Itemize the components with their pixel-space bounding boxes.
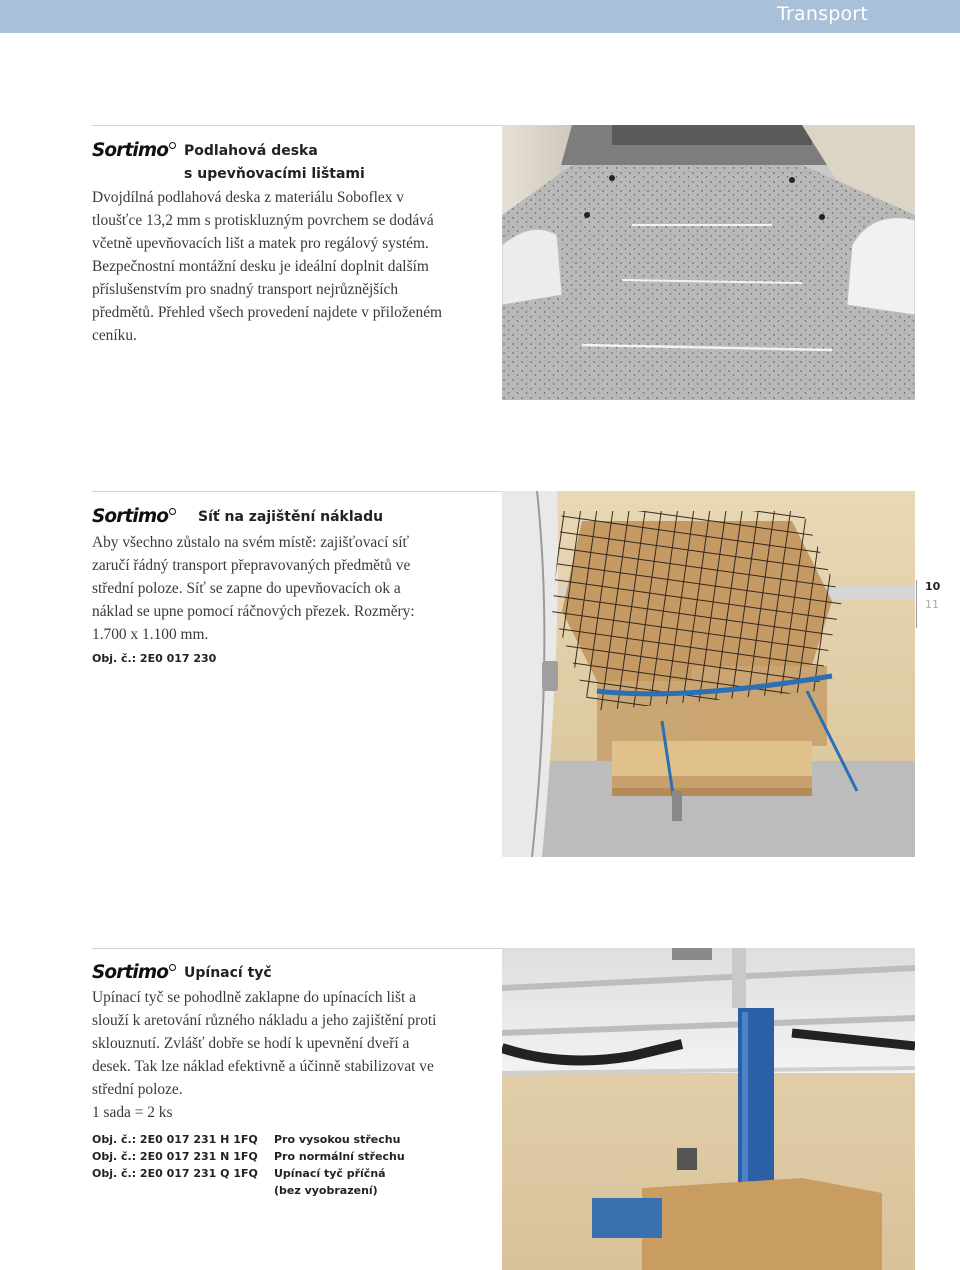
floor-panel-text <box>92 140 492 347</box>
section-heading: Upínací tyč <box>184 965 272 981</box>
page-number <box>916 580 960 628</box>
registered-mark-icon <box>169 964 176 971</box>
order-number: Obj. č.: 2E0 017 231 Q 1FQ <box>92 1167 258 1180</box>
sortimo-logo: Sortimo <box>92 506 176 527</box>
order-description: Pro vysokou střechu <box>274 1133 401 1146</box>
section-title: Transport <box>777 3 868 25</box>
section-heading: Síť na zajištění nákladu <box>198 509 384 525</box>
cargo-net-text <box>92 506 492 667</box>
floor-panel-photo <box>502 125 915 400</box>
section-body: Aby všechno zůstalo na svém místě: zajišťovací síť zaručí řádný transport přepravovaných předmětů ve střední poloze. Síť se zapne do upevňovacích ok a náklad se upne pomocí ráčnových přezek. Rozměry: 1.700 x 1.100 mm. <box>92 534 415 643</box>
order-note: (bez vyobrazení) <box>274 1184 378 1197</box>
section-heading: Podlahová deska s upevňovacími lištami <box>184 143 365 182</box>
page-number-left: 10 <box>925 580 941 593</box>
order-number: Obj. č.: 2E0 017 230 <box>92 652 217 665</box>
page-number-right: 11 <box>925 598 939 611</box>
order-number: Obj. č.: 2E0 017 231 H 1FQ <box>92 1133 258 1146</box>
tension-bar-photo <box>502 948 915 1270</box>
order-description: Upínací tyč příčná <box>274 1167 386 1180</box>
order-number: Obj. č.: 2E0 017 231 N 1FQ <box>92 1150 258 1163</box>
cargo-net-photo <box>502 491 915 857</box>
order-table <box>92 1131 497 1199</box>
sortimo-logo: Sortimo <box>92 140 176 161</box>
section-body-note: 1 sada = 2 ks <box>92 1104 173 1121</box>
sortimo-logo: Sortimo <box>92 962 176 983</box>
tension-bar-text <box>92 962 497 1199</box>
order-description: Pro normální střechu <box>274 1150 405 1163</box>
header-bar <box>0 0 960 33</box>
section-body: Upínací tyč se pohodlně zaklapne do upínacích lišt a slouží k aretování různého nákladu a jeho zajištění proti sklouznutí. Zvlášť dobře se hodí k upevnění dveří a desek. Tak lze náklad efektivně a účinně stabilizovat ve střední poloze. <box>92 989 437 1098</box>
section-body: Dvojdílná podlahová deska z materiálu Soboflex v tloušťce 13,2 mm s protiskluzným povrchem se dodává včetně upevňovacích lišt a matek pro regálový systém. Bezpečnostní montážní desku je ideální doplnit dalším příslušenstvím pro snadný transport nejrůznějších předmětů. Přehled všech provedení najdete v přiloženém ceníku. <box>92 189 443 344</box>
registered-mark-icon <box>169 142 176 149</box>
registered-mark-icon <box>169 508 176 515</box>
